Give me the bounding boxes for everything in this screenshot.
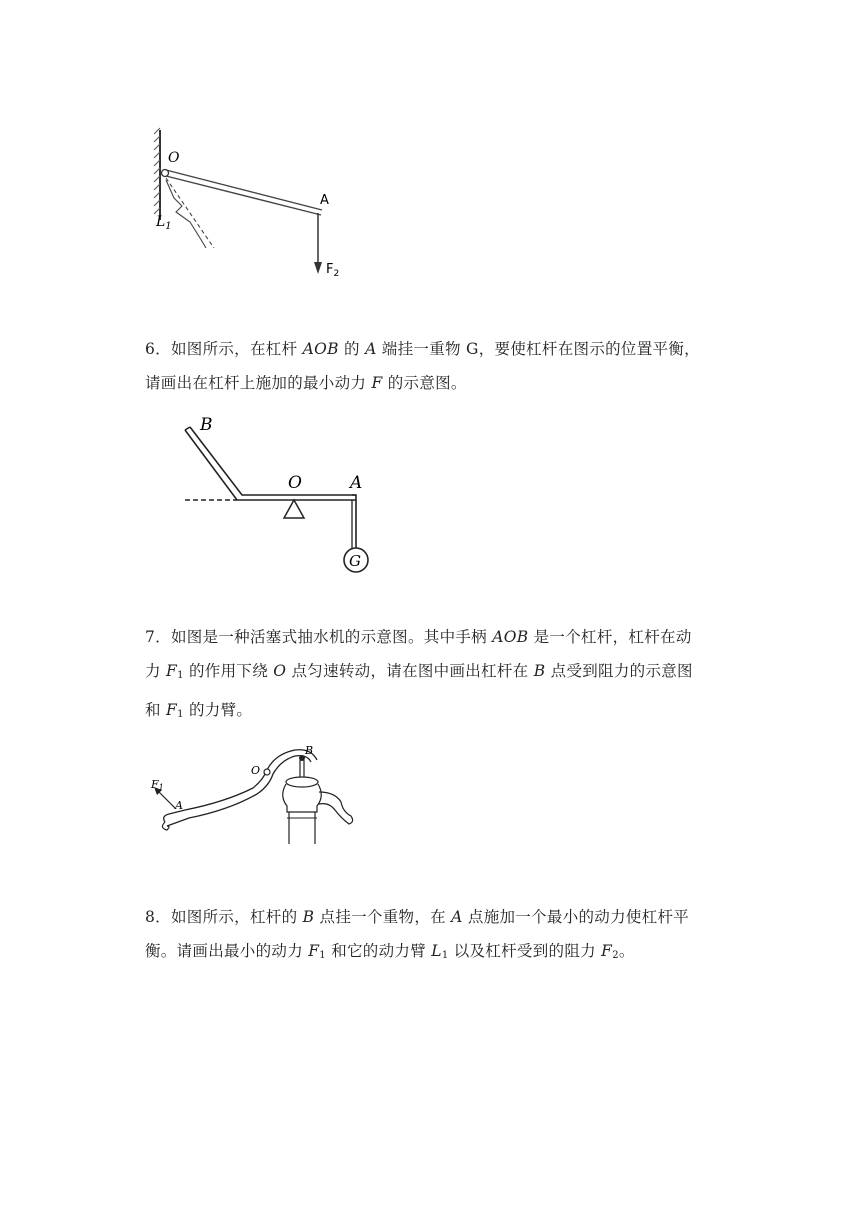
pivot-O	[162, 170, 169, 177]
text: 点施加一个最小的动力使杠杆平	[462, 908, 690, 926]
question-7	[145, 620, 725, 732]
label-o: O	[288, 473, 302, 493]
text: 以及杠杆受到的阻力	[448, 942, 602, 960]
label-a: A	[320, 193, 329, 208]
fulcrum-triangle	[284, 500, 304, 518]
force-f2-arrowhead	[314, 262, 322, 274]
variable: F	[601, 942, 613, 960]
arm-l1-brace	[166, 180, 206, 248]
text: 请画出在杠杆上施加的最小动力	[145, 374, 372, 392]
text: 衡。请画出最小的动力	[145, 942, 309, 960]
pump-body	[283, 784, 322, 812]
variable: F	[308, 942, 320, 960]
force-f1-line	[157, 790, 175, 808]
text: 如图所示，杠杆的	[170, 908, 303, 926]
variable: A	[451, 908, 463, 926]
question-8	[145, 900, 725, 973]
question-number: 6．	[145, 340, 171, 358]
variable: L	[431, 942, 442, 960]
text: 力	[145, 662, 167, 680]
lever-bar	[166, 170, 322, 215]
question-number: 8．	[145, 908, 171, 926]
label-b: B	[200, 415, 213, 435]
subscript: 1	[441, 950, 449, 961]
handle-grip	[162, 822, 169, 830]
label-f1: F1	[151, 778, 164, 792]
label-o: O	[168, 150, 180, 166]
pump-spout	[319, 792, 353, 824]
text: 和它的动力臂	[325, 942, 432, 960]
text: 点受到阻力的示意图	[545, 662, 693, 680]
lever-wall-figure	[140, 120, 360, 290]
label-l1: $L_1$	[156, 214, 172, 232]
text: 如图是一种活塞式抽水机的示意图。其中手柄	[170, 628, 493, 646]
label-a: A	[175, 799, 183, 812]
subscript: 1	[319, 950, 326, 961]
question-number: 7．	[145, 628, 171, 646]
text: 和	[145, 701, 167, 719]
text: 的作用下绕	[183, 662, 274, 680]
subscript: 1	[177, 709, 184, 720]
bent-lever-figure	[180, 408, 390, 578]
text: 点匀速转动，请在图中画出杠杆在	[286, 662, 534, 680]
text: 是一个杠杆，杠杆在动	[528, 628, 692, 646]
text: 的	[338, 340, 366, 358]
arm-l1-dashed	[166, 178, 214, 248]
text: 点挂一个重物，在	[314, 908, 452, 926]
water-pump-figure	[145, 740, 370, 852]
variable: AOB	[302, 340, 339, 358]
label-b: B	[305, 744, 314, 757]
text: 的示意图。	[382, 374, 467, 392]
pump-top	[286, 777, 318, 787]
label-o: O	[251, 764, 261, 777]
pivot-o	[264, 769, 270, 775]
label-f2: $F_2$	[326, 262, 340, 279]
variable: O	[273, 662, 287, 680]
variable: B	[302, 908, 315, 926]
subscript: 1	[177, 670, 184, 681]
label-g: G	[349, 552, 361, 570]
variable: F	[371, 374, 383, 392]
question-6	[145, 332, 725, 400]
variable: B	[533, 662, 546, 680]
label-a: A	[350, 473, 363, 493]
text: 的力臂。	[183, 701, 253, 719]
variable: F	[166, 701, 178, 719]
variable: AOB	[492, 628, 529, 646]
variable: A	[365, 340, 377, 358]
text: 。	[618, 942, 635, 960]
text: 如图所示，在杠杆	[170, 340, 303, 358]
variable: F	[166, 662, 178, 680]
lever-bar	[185, 427, 356, 500]
text: 端挂一重物 G，要使杠杆在图示的位置平衡，	[376, 340, 700, 358]
subscript: 2	[612, 950, 619, 961]
